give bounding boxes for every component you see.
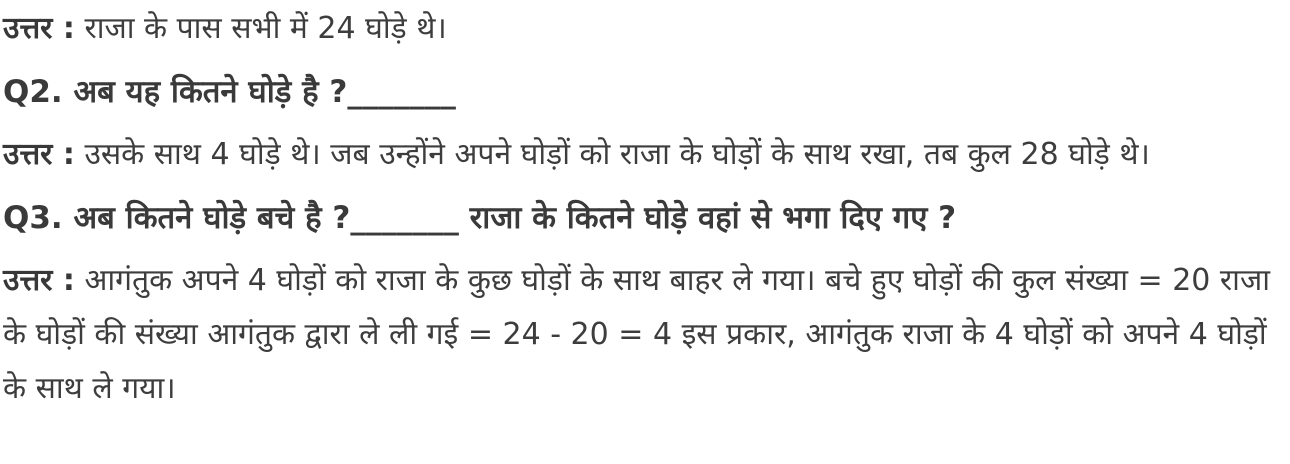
question-number: Q3. [3,200,63,236]
question-text: अब कितने घोड़े बचे है ? [73,200,351,236]
answer-paragraph-3 [3,254,1282,416]
answer-label: उत्तर : [3,263,75,298]
answer-text: राजा के पास सभी में 24 घोड़े थे। [84,11,447,46]
question-text-after-blank: राजा के कितने घोड़े वहां से भगा दिए गए ? [469,200,957,236]
answer-text: आगंतुक अपने 4 घोड़ों को राजा के कुछ घोड़ों के साथ बाहर ले गया। बचे हुए घोड़ों की कुल संख्या = 20 राजा के घोड़ों की संख्या आगंतुक द्वारा ले ली गई = 24 - 20 = 4 इस प्रकार, आगंतुक राजा के 4 घोड़ों को अपने 4 घोड़ों के साथ ले गया। [3,263,1270,406]
answer-paragraph-1 [3,2,1282,56]
question-text: अब यह कितने घोड़े है ? [73,74,348,110]
answer-label: उत्तर : [3,11,75,46]
question-q2 [3,65,1282,119]
blank-line: _______ [347,74,456,110]
answer-label: उत्तर : [3,137,75,172]
answer-text: उसके साथ 4 घोड़े थे। जब उन्होंने अपने घोड़ों को राजा के घोड़ों के साथ रखा, तब कुल 28 घोड़े थे। [84,137,1150,172]
question-q3 [3,191,1282,245]
answer-paragraph-2 [3,128,1282,182]
blank-line: _______ [350,200,459,236]
question-number: Q2. [3,74,63,110]
